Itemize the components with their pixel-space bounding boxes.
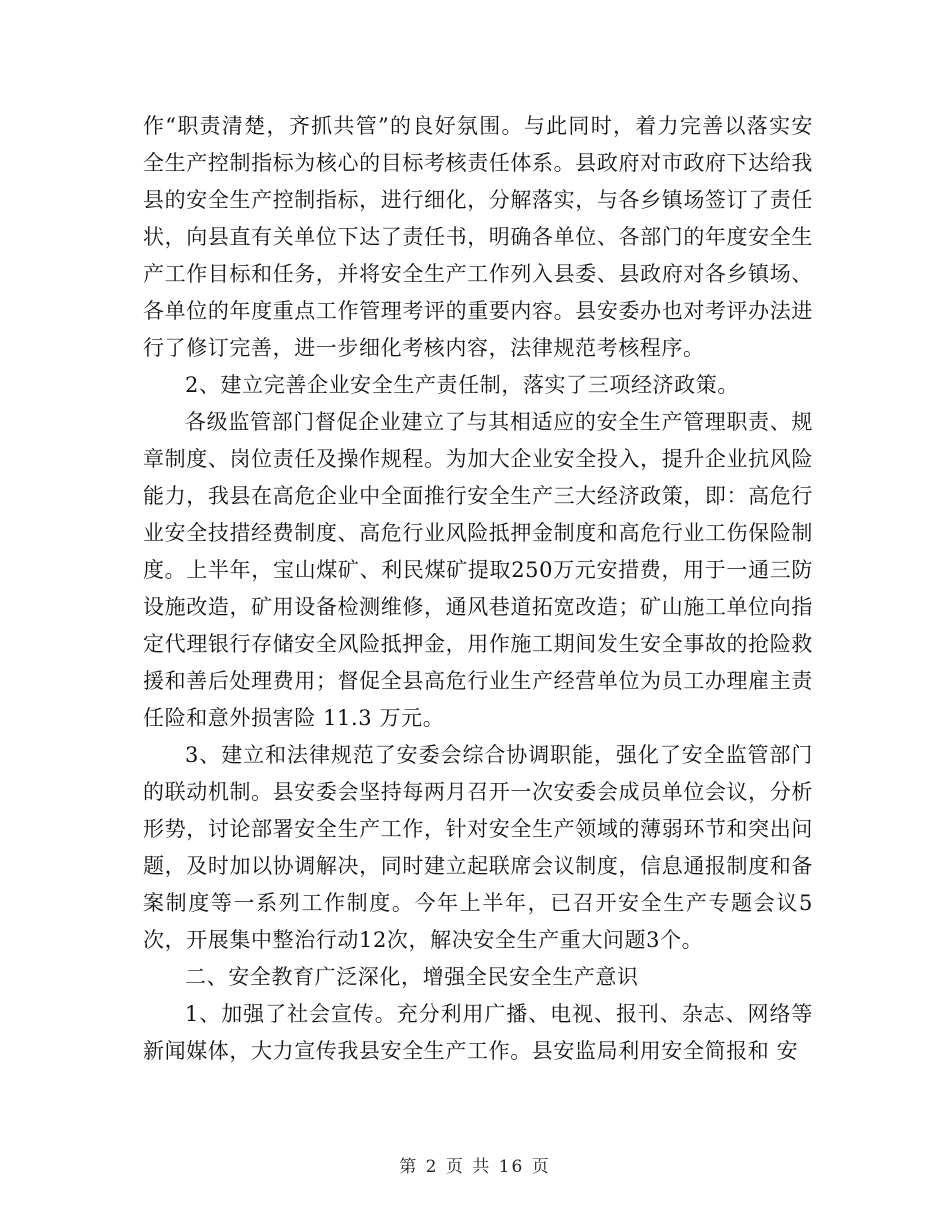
paragraph-item-2-heading: 2、建立完善企业安全生产责任制，落实了三项经济政策。	[185, 373, 739, 397]
paragraph-social-publicity: 1、加强了社会宣传。充分利用广播、电视、报刊、杂志、网络等新闻媒体，大力宣传我县安全生产工作。县安监局利用安全简报和 安	[143, 1002, 813, 1063]
paragraph-economic-policies: 各级监管部门督促企业建立了与其相适应的安全生产管理职责、规章制度、岗位责任及操作规程。为加大企业安全投入，提升企业抗风险能力，我县在高危企业中全面推行安全生产三大经济政策，即：高危行业安全技措经费制度、高危行业风险抵押金制度和高危行业工伤保险制度。上半年，宝山煤矿、利民煤矿提取250万元安措费，用于一通三防设施改造，矿用设备检测维修，通风巷道拓宽改造；矿山施工单位向指定代理银行存储安全风险抵押金，用作施工期间发生安全事故的抢险救援和善后处理费用；督促全县高危行业生产经营单位为员工办理雇主责任险和意外损害险 11.3 万元。	[143, 410, 813, 730]
paragraph-item-3-coordination: 3、建立和法律规范了安委会综合协调职能，强化了安全监管部门的联动机制。县安委会坚持每两月召开一次安委会成员单位会议，分析形势，讨论部署安全生产工作，针对安全生产领域的薄弱环节和突出问题，及时加以协调解决，同时建立起联席会议制度，信息通报制度和备案制度等一系列工作制度。今年上半年，已召开安全生产专题会议5次，开展集中整治行动12次，解决安全生产重大问题3个。	[143, 743, 813, 952]
paragraph-responsibility-system: 作“职责清楚，齐抓共管”的良好氛围。与此同时，着力完善以落实安全生产控制指标为核心的目标考核责任体系。县政府对市政府下达给我县的安全生产控制指标，进行细化，分解落实，与各乡镇场签订了责任状，向县直有关单位下达了责任书，明确各单位、各部门的年度安全生产工作目标和任务，并将安全生产工作列入县委、县政府对各乡镇场、各单位的年度重点工作管理考评的重要内容。县安委办也对考评办法进行了修订完善，进一步细化考核内容，法律规范考核程序。	[143, 114, 813, 360]
section-heading-safety-education: 二、安全教育广泛深化，增强全民安全生产意识	[185, 965, 639, 989]
document-body	[143, 108, 813, 1070]
page-number-footer: 第 2 页 共 16 页	[399, 1157, 551, 1177]
